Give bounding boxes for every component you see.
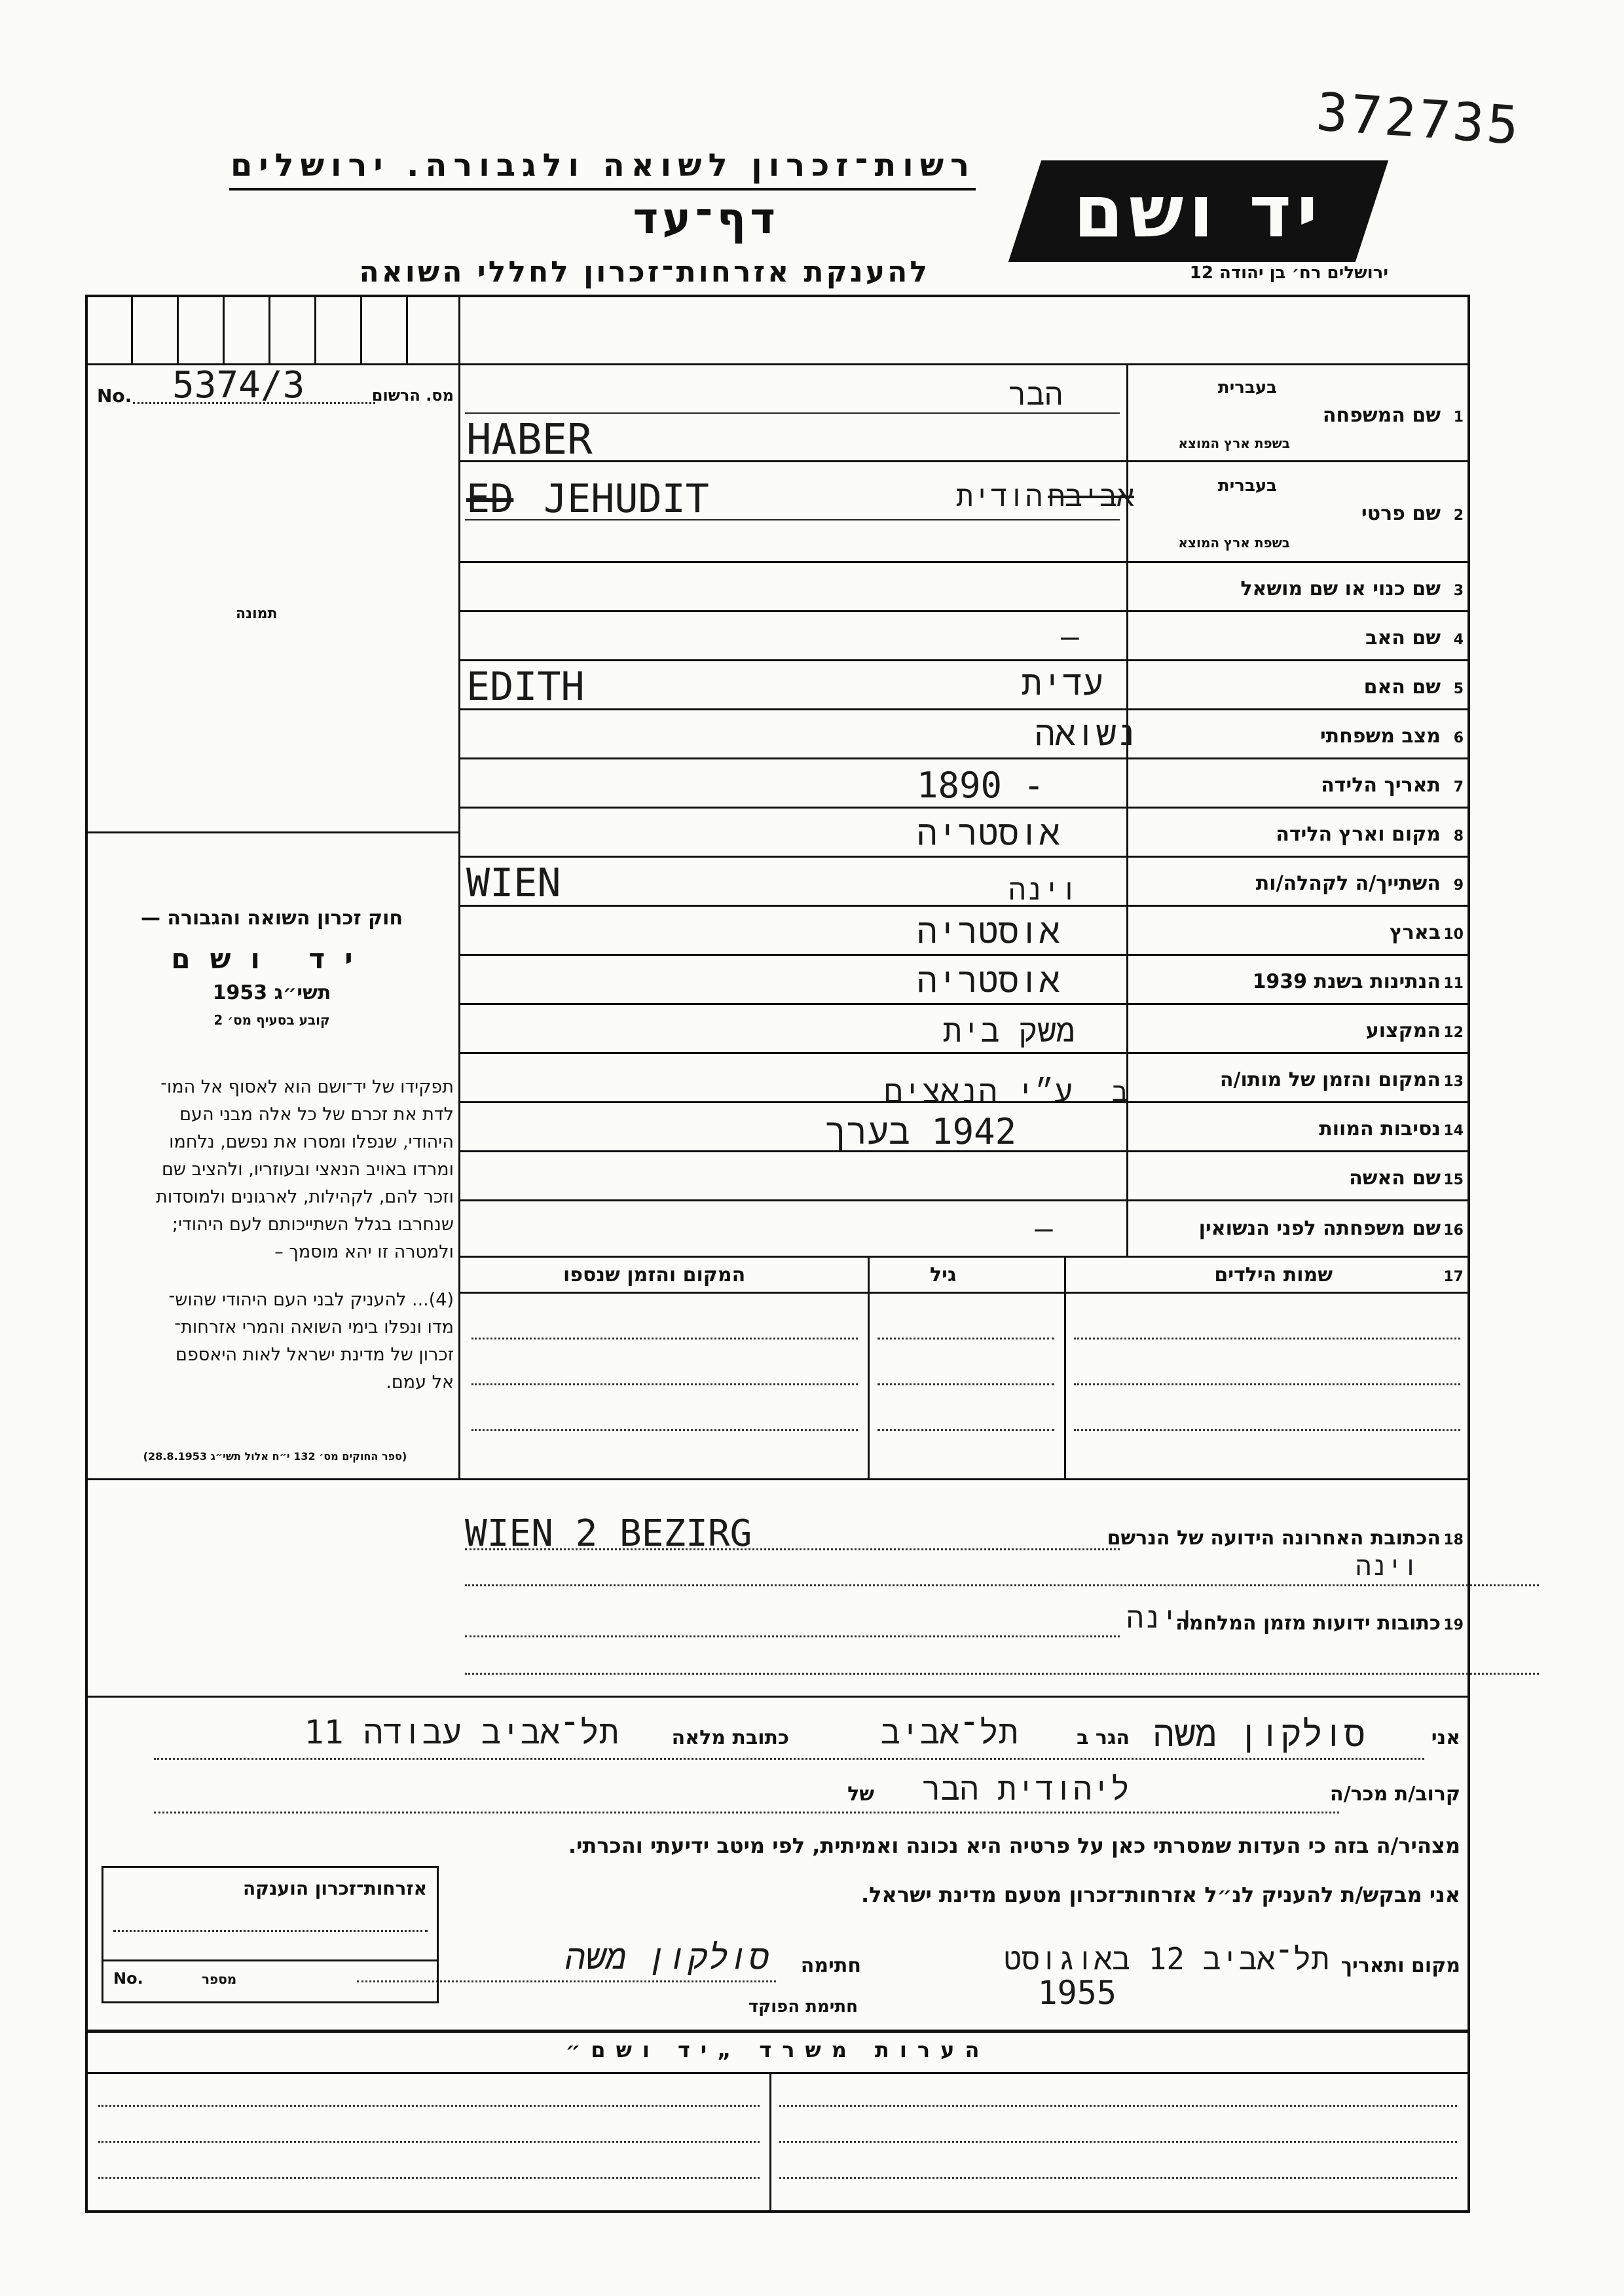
field-num: 6 xyxy=(1453,730,1464,746)
field-label: הכתובת האחרונה הידועה של הנרשם xyxy=(1107,1527,1441,1550)
field-num: 2 xyxy=(1453,507,1464,524)
photo-label: תמונה xyxy=(236,606,278,622)
field-label: שם האשה xyxy=(1349,1167,1441,1190)
origin-sublabel: בשפת ארץ המוצא xyxy=(1178,535,1290,551)
children-label: שמות הילדים xyxy=(1214,1264,1333,1286)
registration-label: מס. הרשום xyxy=(371,386,454,405)
stamp-number: 372735 xyxy=(1314,81,1523,156)
declarant-name: סולקון משה xyxy=(1153,1713,1365,1755)
law-title: חוק זכרון השואה והגבורה — xyxy=(140,907,403,930)
field-label: המקצוע xyxy=(1365,1019,1441,1042)
law-paragraph-2 xyxy=(95,1286,454,1396)
field-num: 1 xyxy=(1453,409,1464,426)
law-p1-line: ולמטרה זו יהא מוסמך – xyxy=(274,1242,454,1262)
field-row-15 xyxy=(458,1152,1470,1201)
law-p1-line: תפקידו של יד־ושם הוא לאסוף אל המו־ xyxy=(160,1077,454,1097)
field-label: נסיבות המוות xyxy=(1319,1118,1441,1140)
field-num: 8 xyxy=(1453,828,1464,845)
field-label: שם כנוי או שם מושאל xyxy=(1240,577,1441,600)
field-label: שם פרטי xyxy=(1361,502,1441,525)
law-text xyxy=(92,907,452,1028)
hebrew-sublabel: בעברית xyxy=(1217,476,1277,496)
form-title: דף־עד xyxy=(633,193,779,244)
registration-value: 5374/3 xyxy=(172,364,305,407)
field-label: שם האב xyxy=(1365,627,1441,649)
field-row-14 xyxy=(458,1103,1470,1152)
field-row-4 xyxy=(458,612,1470,661)
law-p1-line: לדת את זכרם של כל אלה מבני העם xyxy=(179,1104,454,1125)
struck-english-value: ED xyxy=(466,476,514,522)
field-num: 11 xyxy=(1443,975,1464,992)
field-19 xyxy=(85,1584,1470,1683)
field-value: ע״י הנאצים xyxy=(884,1074,1073,1110)
field-num: 19 xyxy=(1443,1617,1464,1633)
header xyxy=(216,147,976,298)
law-clause: קובע בסעיף מס׳ 2 xyxy=(213,1012,330,1028)
place-time-column-header: המקום והזמן שנספו xyxy=(563,1264,746,1286)
field-label: שם האם xyxy=(1363,676,1441,699)
field-row-5 xyxy=(458,661,1470,710)
office-notes-title: הערות משרד „יד ושם״ xyxy=(565,2037,990,2062)
law-year: תשי״ג 1953 xyxy=(212,981,331,1004)
field-row-6 xyxy=(458,710,1470,759)
law-name: יד ושם xyxy=(171,943,373,975)
logo-text: יד ושם xyxy=(1073,170,1323,253)
full-address-value: תל־אביב עבודה 11 xyxy=(304,1713,619,1751)
field-row-2 xyxy=(458,462,1470,563)
field-row-10 xyxy=(458,907,1470,956)
registration xyxy=(97,364,454,419)
field-value: 1942 בערך xyxy=(825,1111,1017,1152)
field-num: 5 xyxy=(1453,681,1464,697)
law-paragraph-1 xyxy=(95,1074,454,1266)
logo xyxy=(1008,160,1388,262)
registration-no-label: No. xyxy=(97,385,132,407)
children-num: 17 xyxy=(1443,1269,1464,1285)
place-date-value: תל־אביב 12 באוגוסט xyxy=(1003,1941,1329,1977)
field-value: WIEN 2 BEZIRG xyxy=(465,1512,752,1555)
field-row-1 xyxy=(458,363,1470,462)
relative-label: קרוב/ת מכר/ה xyxy=(1330,1783,1460,1806)
field-label: שם משפחתה לפני הנשואין xyxy=(1198,1217,1441,1240)
official-signature-label: חתימת הפוקד xyxy=(748,1997,858,2016)
field-num: 15 xyxy=(1443,1172,1464,1188)
field-hebrew-value: וינה xyxy=(1008,873,1078,907)
field-hebrew-value: הבר xyxy=(1008,376,1063,412)
field-value: וינה xyxy=(1126,1601,1196,1635)
field-value: EDITH xyxy=(466,664,585,710)
ani-label: אני xyxy=(1431,1726,1460,1749)
field-row-11 xyxy=(458,956,1470,1005)
law-p2-line: (4)... להעניק לבני העם היהודי שהוש־ xyxy=(168,1290,454,1310)
field-value: WIEN xyxy=(466,860,561,906)
field-hebrew-value: יהודית xyxy=(956,480,1060,513)
field-num: 18 xyxy=(1443,1532,1464,1548)
field-value: — xyxy=(1061,619,1079,654)
field-label: השתייך/ה לקהלה/ות xyxy=(1255,872,1441,895)
resident-city: תל־אביב xyxy=(880,1713,1018,1751)
field-label: כתובות ידועות מזמן המלחמה xyxy=(1175,1612,1441,1635)
citizenship-title: אזרחות־זכרון הוענקה xyxy=(243,1878,427,1899)
field-label: מצב משפחתי xyxy=(1320,725,1441,748)
of-label: של xyxy=(847,1783,874,1806)
field-hebrew-value: עדית xyxy=(1022,664,1103,703)
law-p1-line: ומרדו באויב הנאצי ובעוזריו, ולהציב שם xyxy=(161,1159,454,1180)
field-value: אוסטריה xyxy=(917,814,1060,853)
declaration-line-3: מצהיר/ה בזה כי העדות שמסרתי כאן על פרטיה היא נכונה ואמיתית, לפי מיטב ידיעתי והכרתי. xyxy=(568,1833,1460,1858)
field-row-7 xyxy=(458,759,1470,809)
field-value: נשואה xyxy=(1035,714,1137,754)
field-num: 13 xyxy=(1443,1074,1464,1090)
age-column-header: גיל xyxy=(930,1264,957,1286)
citizenship-box xyxy=(101,1866,439,2003)
citizenship-number-label: מספר xyxy=(202,1971,237,1987)
field-num: 3 xyxy=(1453,583,1464,599)
field-value: JEHUDIT xyxy=(544,476,709,522)
field-row-8 xyxy=(458,809,1470,858)
authority-name: רשות־זכרון לשואה ולגבורה. ירושלים xyxy=(230,147,976,184)
field-row-16 xyxy=(458,1201,1470,1257)
hebrew-sublabel: בעברית xyxy=(1217,378,1277,397)
field-row-12 xyxy=(458,1005,1470,1054)
place-date-label: מקום ותאריך xyxy=(1340,1954,1460,1977)
struck-hebrew-value: אביבה xyxy=(1048,480,1135,513)
relative-of-value: ליהודית הבר xyxy=(922,1771,1130,1808)
field-row-13 xyxy=(458,1054,1470,1110)
declaration-line-4: אני מבקש/ת להעניק לנ״ל אזרחות־זכרון מטעם מדינת ישראל. xyxy=(861,1882,1460,1907)
field-label: מקום וארץ הלידה xyxy=(1276,823,1441,846)
citizenship-no-label: No. xyxy=(113,1969,143,1988)
field-label: בארץ xyxy=(1389,921,1441,944)
field-label: המקום והזמן של מותו/ה xyxy=(1219,1068,1441,1091)
field-value: 1890 - xyxy=(917,765,1045,806)
field-margin-value: ב xyxy=(1112,1078,1128,1108)
field-num: 12 xyxy=(1443,1025,1464,1041)
field-value: — xyxy=(1035,1211,1053,1246)
law-p1-line: וזכר להם, לקהילות, לארגונים ולמוסדות xyxy=(156,1187,454,1207)
field-value: משק בית xyxy=(943,1013,1075,1049)
field-num: 16 xyxy=(1443,1222,1464,1239)
field-num: 4 xyxy=(1453,632,1464,648)
law-footnote: (ספר החוקים מס׳ 132 י״ח אלול תשי״ג 28.8.1953) xyxy=(143,1450,407,1463)
law-p2-line: זכרון של מדינת ישראל לאות היאספם xyxy=(175,1345,454,1365)
field-row-9 xyxy=(458,858,1470,907)
law-p2-line: מדו ונפלו בימי השואה והמרי אזרחות־ xyxy=(174,1317,454,1338)
signature-value: סולקון משה xyxy=(564,1938,769,1977)
office-address: ירושלים רח׳ בן יהודה 12 xyxy=(1189,263,1388,283)
field-num: 7 xyxy=(1453,779,1464,795)
full-address-label: כתובת מלאה xyxy=(671,1726,789,1749)
field-num: 10 xyxy=(1443,926,1464,943)
origin-sublabel: בשפת ארץ המוצא xyxy=(1178,435,1290,451)
resident-label: הגר ב xyxy=(1077,1726,1130,1749)
field-label: הנתינות בשנת 1939 xyxy=(1252,970,1441,993)
form-subtitle: להענקת אזרחות־זכרון לחללי השואה xyxy=(359,255,930,289)
field-row-3 xyxy=(458,563,1470,612)
field-value: אוסטריה xyxy=(917,912,1060,951)
field-value: HABER xyxy=(466,416,593,464)
field-num: 14 xyxy=(1443,1123,1464,1139)
children-table xyxy=(458,1256,1470,1478)
signature-label: חתימה xyxy=(800,1954,861,1977)
declaration-year: 1955 xyxy=(1037,1974,1116,2012)
field-value: אוסטריה xyxy=(917,961,1060,1000)
field-num: 9 xyxy=(1453,877,1464,894)
field-label: שם המשפחה xyxy=(1322,404,1441,427)
field-value-2: וינה xyxy=(1356,1552,1419,1582)
field-label: תאריך הלידה xyxy=(1321,774,1441,797)
law-p1-line: שנחרבו בגלל השתייכותם לעם היהודי; xyxy=(172,1214,454,1235)
law-p1-line: היהודי, שנפלו ומסרו את נפשם, נלחמו xyxy=(169,1132,454,1152)
law-p2-line: אל עמם. xyxy=(386,1372,454,1393)
